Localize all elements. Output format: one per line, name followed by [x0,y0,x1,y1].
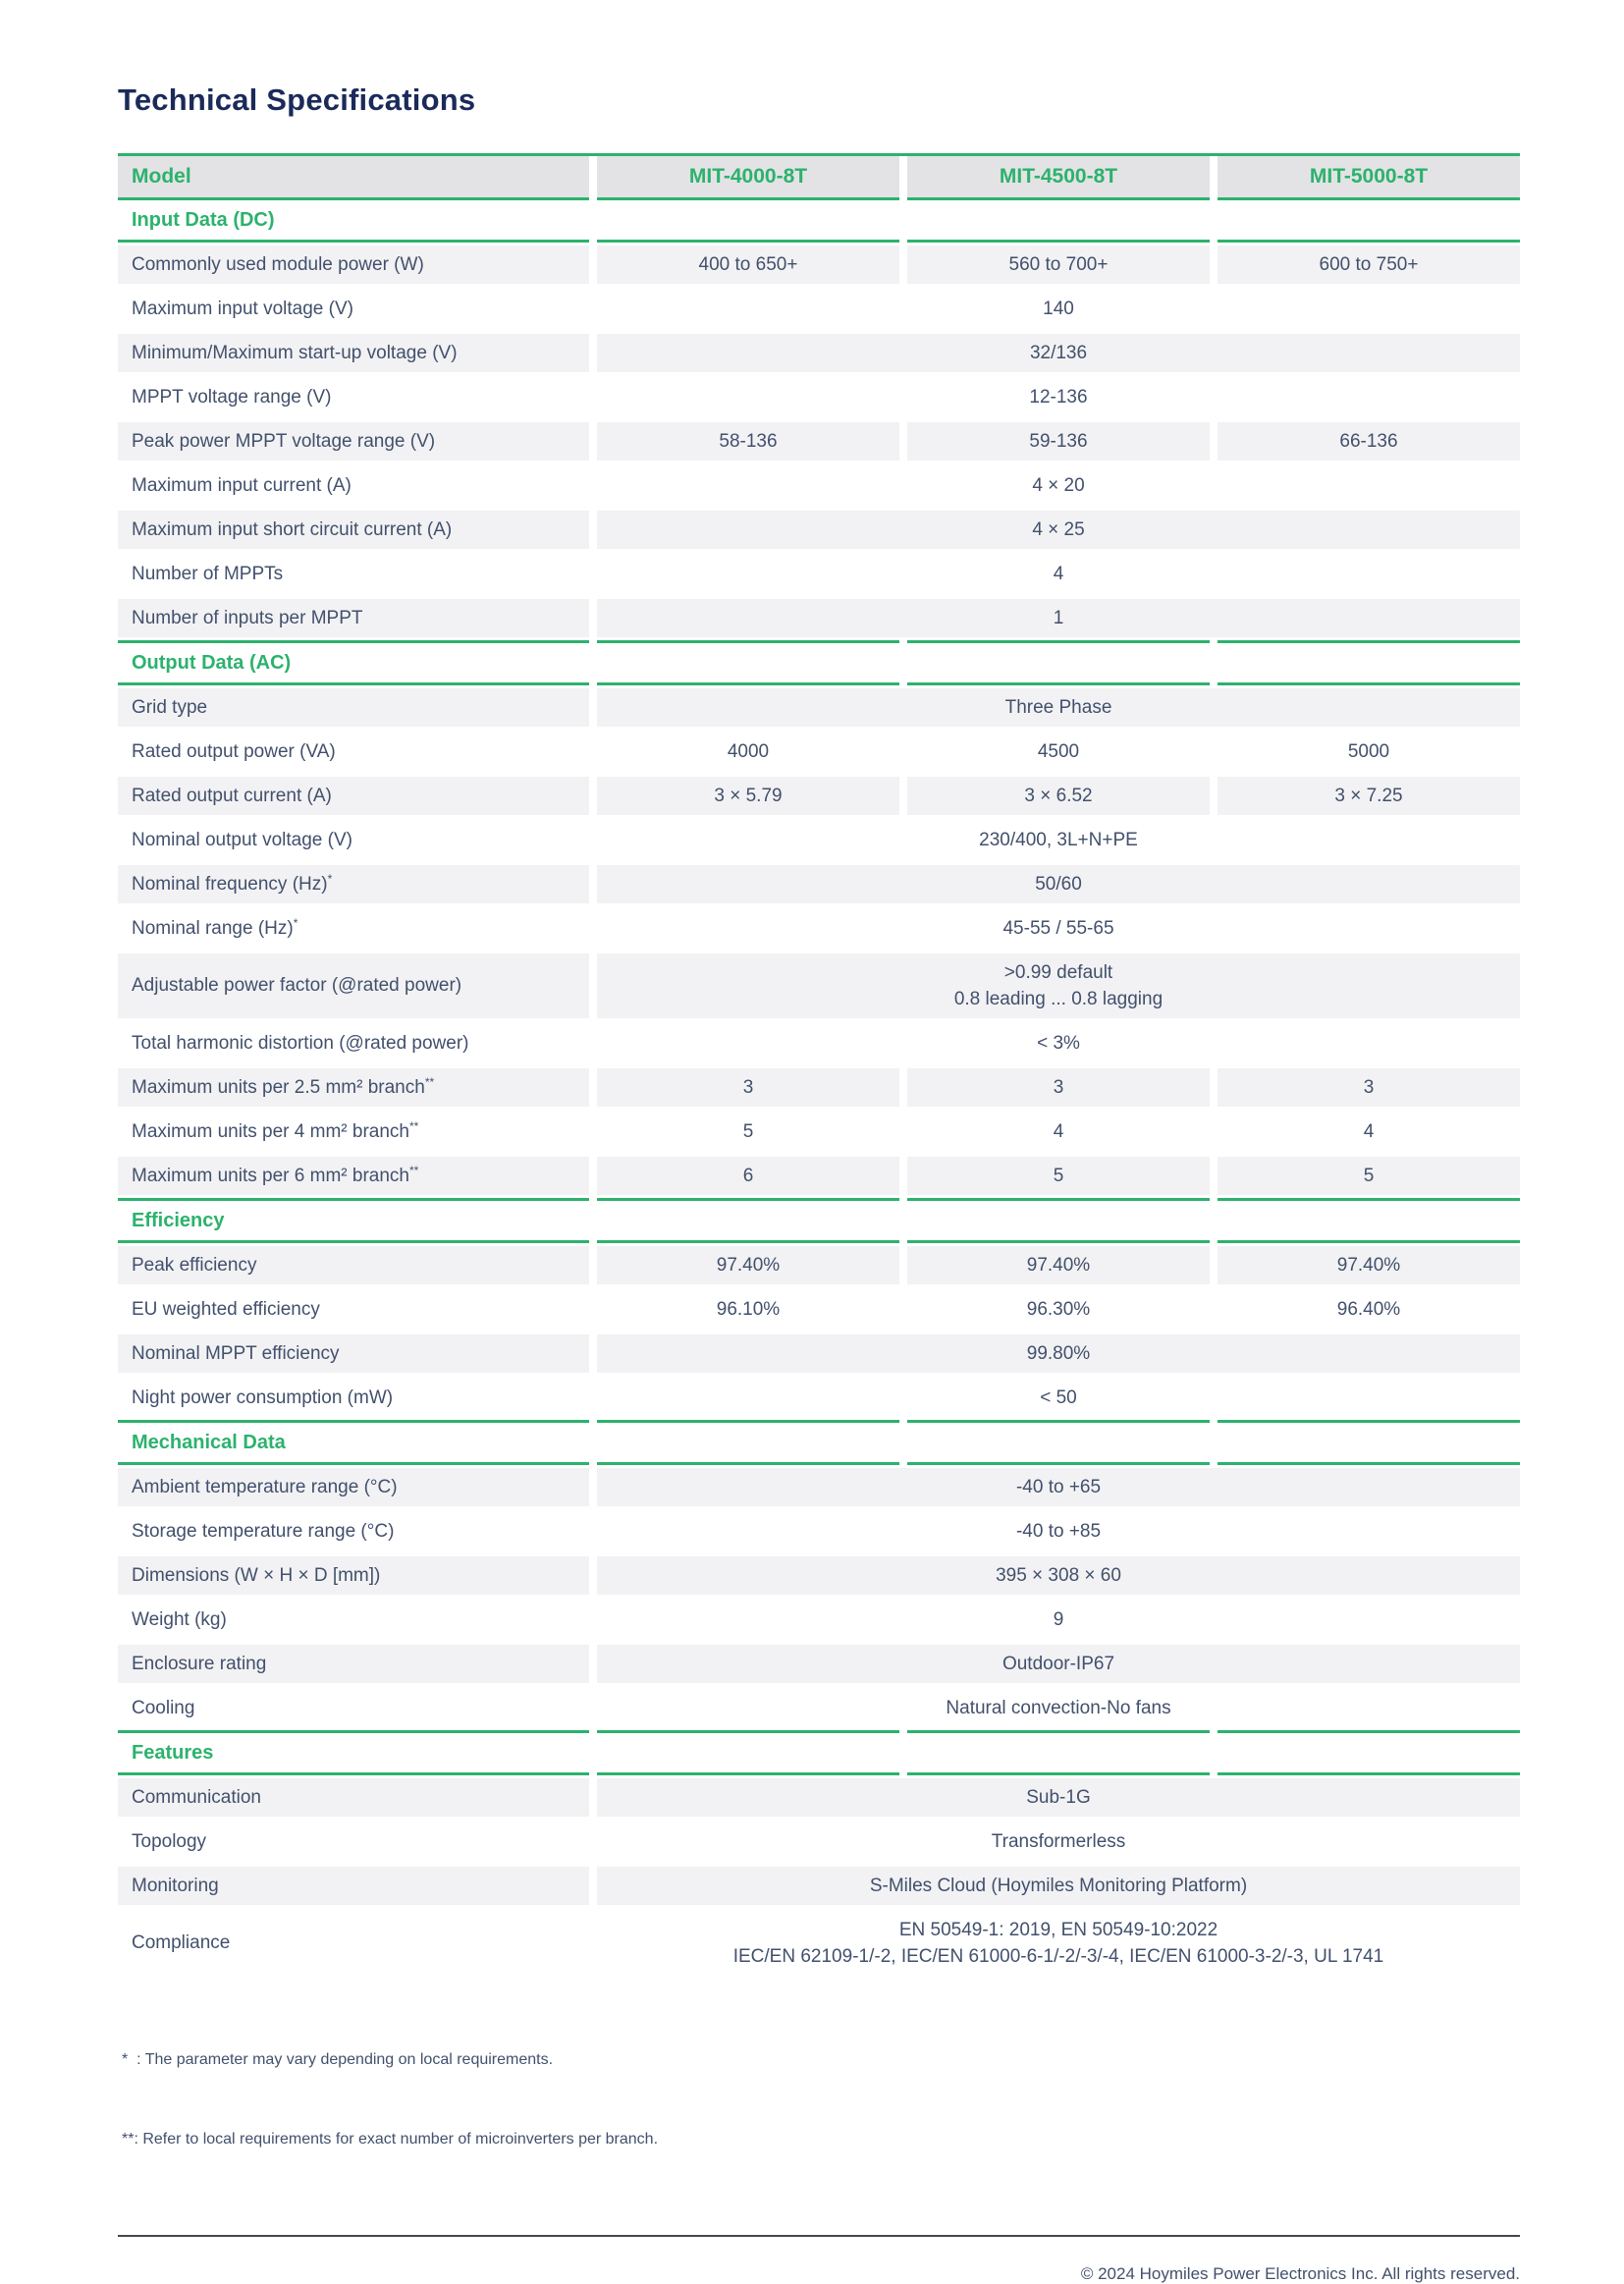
green-rule-segment [118,1240,589,1243]
table-header-row [118,156,1520,197]
section-rule [118,682,1520,685]
row-value-cell: 600 to 750+ [1218,245,1520,284]
section-rule [118,197,1520,200]
row-label-cell [118,1334,589,1373]
row-label-cell [118,245,589,284]
row-label: Peak efficiency [132,1254,257,1276]
green-rule-segment [118,1772,589,1775]
row-merged-value-cell: -40 to +85 [1015,1521,1102,1542]
table-row [118,906,1520,951]
row-value-cell: 59-136 [907,422,1210,461]
row-value-cell: 5 [1218,1157,1520,1195]
green-rule-segment [118,1462,589,1465]
row-label-cell: Nominal frequency (Hz) * [118,865,589,903]
table-row [118,1465,1520,1509]
row-merged-value-cell: 50/60 [597,865,1520,903]
row-merged-value-cell: 395 × 308 × 60 [597,1556,1520,1595]
row-value-cell: 97.40% [1218,1246,1520,1284]
row-label-cell [118,1246,589,1284]
table-row [118,508,1520,552]
row-merged-value-cell: Natural convection-No fans [946,1698,1171,1718]
page-title: Technical Specifications [118,82,476,117]
row-label: Nominal MPPT efficiency [132,1342,340,1364]
row-value-cell: 97.40% [907,1246,1210,1284]
green-rule-segment [907,1420,1210,1423]
row-value-cell: 3 [907,1068,1210,1107]
row-label: Enclosure rating [132,1653,267,1674]
value-line: IEC/EN 62109-1/-2, IEC/EN 61000-6-1/-2/-3/-4, IEC/EN 61000-3-2/-3, UL 1741 [732,1946,1384,1967]
row-label: Maximum units per 6 mm² branch [132,1165,409,1186]
row-merged-value-cell: -40 to +65 [597,1468,1520,1506]
copyright-text: © 2024 Hoymiles Power Electronics Inc. All rights reserved. [1080,2264,1520,2283]
row-label: Rated output power (VA) [132,740,336,762]
row-merged-value-cell: Three Phase [597,688,1520,727]
row-value-cell: 5 [907,1157,1210,1195]
row-label-cell: Maximum units per 2.5 mm² branch ** [118,1068,589,1107]
row-value-cell: 4000 [727,741,770,762]
row-label: Nominal frequency (Hz) [132,873,328,895]
green-rule-segment [1218,1462,1520,1465]
row-label-cell [118,334,589,372]
row-value-cell: 97.40% [597,1246,899,1284]
table-row [118,1908,1520,1979]
table-row [118,1642,1520,1686]
green-rule-segment [597,197,899,200]
row-label-cell [118,378,589,416]
table-row [118,287,1520,331]
section-title: Efficiency [118,1201,1520,1240]
row-label: Maximum input short circuit current (A) [132,518,453,540]
row-merged-value-cell: Sub-1G [597,1778,1520,1817]
section-rule [118,640,1520,643]
row-value-cell: 4 [1363,1121,1375,1142]
row-label: Storage temperature range (°C) [132,1520,395,1542]
green-rule-segment [907,1772,1210,1775]
row-merged-value-cell: Outdoor-IP67 [597,1645,1520,1683]
row-value-cell: 5000 [1347,741,1390,762]
value-line: >0.99 default [1003,962,1113,983]
spec-table [118,153,1520,1979]
green-rule-segment [907,1462,1210,1465]
footnotes [118,1993,1520,2205]
green-rule-segment [118,682,589,685]
row-label: Dimensions (W × H × D [mm]) [132,1564,381,1586]
row-label-cell [118,777,589,815]
row-label: Weight (kg) [132,1608,227,1630]
row-label-cell [118,1379,589,1417]
row-label-cell [118,1867,589,1905]
section-rule [118,1462,1520,1465]
value-line: 0.8 leading ... 0.8 lagging [953,989,1164,1009]
table-row [118,1154,1520,1198]
page [118,0,1520,2284]
row-merged-value-cell: S-Miles Cloud (Hoymiles Monitoring Platform) [597,1867,1520,1905]
table-row [118,730,1520,774]
section-title: Output Data (AC) [118,643,1520,682]
green-rule-segment [1218,1772,1520,1775]
green-rule-segment [118,640,589,643]
header-model-label: Model [118,156,589,197]
row-label: Nominal output voltage (V) [132,829,352,850]
green-rule-segment [118,1730,589,1733]
green-rule-segment [597,1730,899,1733]
green-rule-segment [597,1772,899,1775]
row-value-cell: 58-136 [597,422,899,461]
table-row [118,818,1520,862]
row-label: Cooling [132,1697,195,1718]
section-rule [118,1730,1520,1733]
table-row [118,596,1520,640]
row-label: Number of MPPTs [132,563,284,584]
table-row [118,1243,1520,1287]
section-title: Input Data (DC) [118,200,1520,240]
row-merged-value-cell: 45-55 / 55-65 [1002,918,1114,939]
footer-divider [118,2235,1520,2237]
table-row [118,1110,1520,1154]
row-merged-value-cell: 12-136 [1029,387,1088,408]
row-label: Adjustable power factor (@rated power) [132,975,462,996]
table-row [118,1065,1520,1110]
row-label-cell [118,821,589,859]
row-label: Maximum input voltage (V) [132,298,353,319]
row-label: Compliance [132,1932,231,1953]
row-label-cell [118,466,589,505]
green-rule-segment [597,640,899,643]
table-row [118,685,1520,730]
row-value-cell: 3 [1218,1068,1520,1107]
section-rule [118,240,1520,243]
green-rule-segment [907,682,1210,685]
green-rule-segment [118,1420,589,1423]
row-merged-value-cell: < 50 [1040,1387,1077,1408]
green-rule-segment [907,1730,1210,1733]
row-label: Rated output current (A) [132,785,332,806]
green-rule-segment [1218,1730,1520,1733]
row-value-cell: 4500 [1037,741,1080,762]
row-label: Total harmonic distortion (@rated power) [132,1032,469,1054]
footnote-double-asterisk: **: Refer to local requirements for exact number of microinverters per branch. [122,2131,659,2148]
green-rule-segment [907,640,1210,643]
green-rule-segment [118,1198,589,1201]
header-column-mit-4500-8t: MIT-4500-8T [907,156,1210,197]
row-label: Grid type [132,696,208,718]
row-label-cell [118,1024,589,1062]
table-row [118,1021,1520,1065]
row-label-cell: Maximum units per 6 mm² branch ** [118,1157,589,1195]
green-rule-segment [907,1198,1210,1201]
row-label-cell [118,1290,589,1329]
row-merged-value-cell: 32/136 [597,334,1520,372]
value-line: EN 50549-1: 2019, EN 50549-10:2022 [898,1920,1218,1940]
row-label-cell [118,1645,589,1683]
row-value-cell: 400 to 650+ [597,245,899,284]
row-label-cell [118,1512,589,1550]
table-row [118,1820,1520,1864]
table-row [118,1553,1520,1598]
row-label-cell [118,290,589,328]
row-label-cell [118,1689,589,1727]
row-label: Topology [132,1830,207,1852]
row-merged-value-cell: 1 [597,599,1520,637]
row-value-cell: 560 to 700+ [907,245,1210,284]
green-rule-segment [597,1462,899,1465]
green-rule-segment [597,1240,899,1243]
section-rule [118,1198,1520,1201]
row-label-cell [118,1468,589,1506]
row-label: Maximum input current (A) [132,474,352,496]
row-label-cell [118,555,589,593]
table-row [118,331,1520,375]
row-label-cell [118,733,589,771]
table-row [118,1598,1520,1642]
green-rule-segment [1218,197,1520,200]
table-row [118,1287,1520,1332]
green-rule-segment [907,1240,1210,1243]
row-value-cell: 3 × 6.52 [907,777,1210,815]
row-merged-value-cell: Transformerless [991,1831,1126,1852]
row-value-cell: 6 [597,1157,899,1195]
row-merged-value-cell: 140 [1043,299,1074,319]
row-merged-value-cell: 230/400, 3L+N+PE [979,830,1138,850]
row-value-cell: 3 × 5.79 [597,777,899,815]
green-rule-segment [1218,1198,1520,1201]
green-rule-segment [118,240,589,243]
row-label-cell: Maximum units per 4 mm² branch ** [132,1118,419,1142]
row-label: Peak power MPPT voltage range (V) [132,430,436,452]
green-rule-segment [118,197,589,200]
header-column-mit-4000-8t: MIT-4000-8T [597,156,899,197]
row-label: Communication [132,1786,261,1808]
green-rule-segment [597,1420,899,1423]
row-label: Nominal range (Hz) [132,917,294,939]
table-row [118,1775,1520,1820]
table-row [118,463,1520,508]
row-value-cell: 96.10% [716,1299,781,1320]
table-row [118,1686,1520,1730]
row-label: Night power consumption (mW) [132,1387,394,1408]
row-label: Maximum units per 4 mm² branch [132,1120,409,1142]
table-row [118,951,1520,1021]
row-label-cell [118,1556,589,1595]
row-value-cell: 4 [1053,1121,1064,1142]
header-column-mit-5000-8t: MIT-5000-8T [1218,156,1520,197]
row-value-cell: 3 × 7.25 [1218,777,1520,815]
row-label-cell [118,1822,589,1861]
green-rule-segment [1218,682,1520,685]
green-rule-segment [1218,1420,1520,1423]
green-rule-segment [597,682,899,685]
row-value-cell: 5 [742,1121,754,1142]
green-rule-segment [597,240,899,243]
row-label: Maximum units per 2.5 mm² branch [132,1076,425,1098]
table-body [118,197,1520,1979]
row-label-cell [118,1778,589,1817]
row-label: EU weighted efficiency [132,1298,320,1320]
row-merged-value-cell: < 3% [1037,1033,1080,1054]
footnote-single-asterisk: * : The parameter may vary depending on local requirements. [122,2051,554,2068]
row-merged-value-cell: 4 × 20 [1032,475,1085,496]
row-merged-value-cell [597,953,1520,1018]
section-title: Features [118,1733,1520,1772]
row-label: Minimum/Maximum start-up voltage (V) [132,342,458,363]
green-rule-segment [1218,640,1520,643]
section-rule [118,1240,1520,1243]
table-row [118,419,1520,463]
table-row [118,1332,1520,1376]
section-rule [118,1420,1520,1423]
green-rule-segment [907,240,1210,243]
table-row [118,862,1520,906]
row-value-cell: 3 [597,1068,899,1107]
row-label-cell [118,422,589,461]
table-row [118,1864,1520,1908]
table-row [118,1376,1520,1420]
row-label-cell [118,953,589,1018]
green-rule-segment [907,197,1210,200]
table-row [118,774,1520,818]
row-merged-value-cell: 4 × 25 [597,511,1520,549]
row-value-cell: 96.30% [1026,1299,1091,1320]
table-row [118,1509,1520,1553]
table-row [118,243,1520,287]
row-label: Monitoring [132,1875,219,1896]
row-label-cell [118,599,589,637]
row-merged-value-cell: 4 [1053,564,1064,584]
row-label-cell [118,688,589,727]
row-merged-value-cell: 9 [1053,1609,1064,1630]
green-rule-segment [1218,240,1520,243]
row-value-cell: 96.40% [1336,1299,1401,1320]
row-label-cell [118,1911,589,1976]
row-label-cell: Nominal range (Hz) * [132,915,298,939]
row-label: Commonly used module power (W) [132,253,424,275]
table-row [118,552,1520,596]
row-label: Ambient temperature range (°C) [132,1476,398,1497]
green-rule-segment [597,1198,899,1201]
row-merged-value-cell [597,1911,1520,1976]
row-label: MPPT voltage range (V) [132,386,332,408]
row-value-cell: 66-136 [1218,422,1520,461]
row-merged-value-cell: 99.80% [597,1334,1520,1373]
row-label-cell [118,1601,589,1639]
section-title: Mechanical Data [118,1423,1520,1462]
row-label: Number of inputs per MPPT [132,607,363,628]
green-rule-segment [1218,1240,1520,1243]
row-label-cell [118,511,589,549]
section-rule [118,1772,1520,1775]
table-row [118,375,1520,419]
